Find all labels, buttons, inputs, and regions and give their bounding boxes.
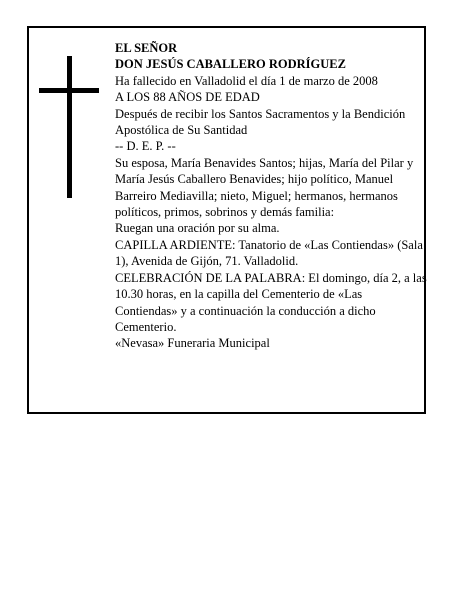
- notice-text: [115, 40, 427, 352]
- death-info: Ha fallecido en Valladolid el día 1 de marzo de 2008: [115, 73, 378, 88]
- age-line: A LOS 88 AÑOS DE EDAD: [115, 90, 260, 105]
- cross-horizontal-bar: [39, 88, 99, 93]
- cross-vertical-bar: [67, 56, 72, 198]
- deceased-name: DON JESÚS CABALLERO RODRÍGUEZ: [115, 57, 346, 72]
- title-line-1: EL SEÑOR: [115, 41, 178, 55]
- rip-line: -- D. E. P. --: [115, 139, 176, 154]
- funeral-home: «Nevasa» Funeraria Municipal: [115, 336, 270, 351]
- family-list: Su esposa, María Benavides Santos; hijas, María del Pilar y María Jesús Caballero Benavides; hijo político, Manuel Barreiro Mediavilla; nieto, Miguel; hermanos, hermanos políticos, primos, sobrinos y demás familia:: [115, 155, 414, 220]
- latin-cross-icon: [39, 56, 99, 198]
- sacraments-line: Después de recibir los Santos Sacramentos y la Bendición Apostólica de Su Santidad: [115, 106, 406, 138]
- wake-info: CAPILLA ARDIENTE: Tanatorio de «Las Contiendas» (Sala 1), Avenida de Gijón, 71. Valladolid.: [115, 237, 423, 269]
- ceremony-info: CELEBRACIÓN DE LA PALABRA: El domingo, día 2, a las 10.30 horas, en la capilla del Cementerio de «Las Contiendas» y a continuación la conducción a dicho Cementerio.: [115, 270, 427, 334]
- prayer-line: Ruegan una oración por su alma.: [115, 221, 280, 236]
- obituary-notice: [27, 26, 426, 414]
